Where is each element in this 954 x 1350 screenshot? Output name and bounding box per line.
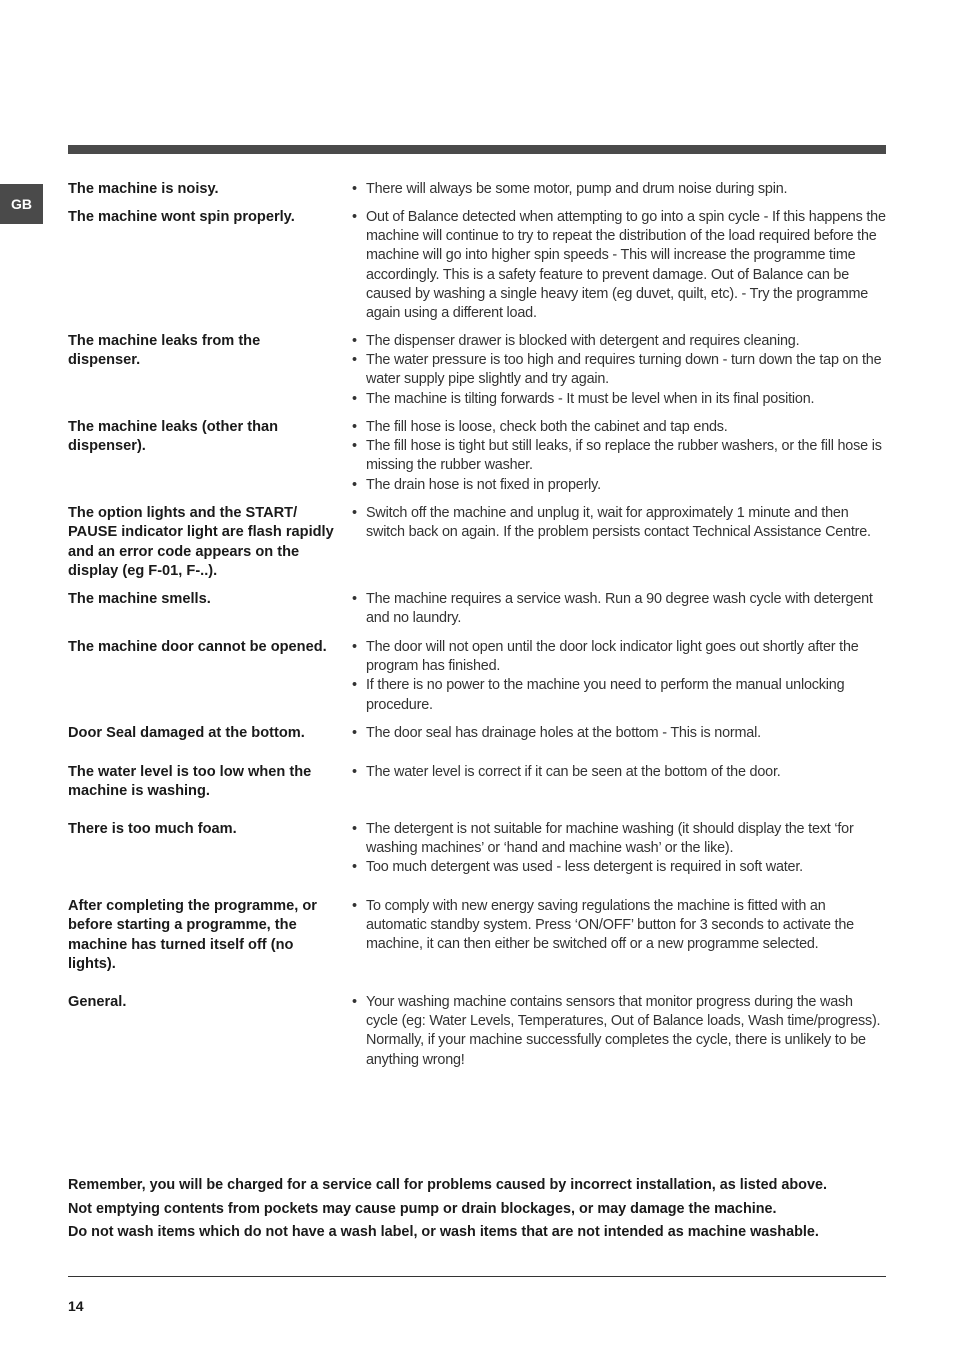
solution-item: • The detergent is not suitable for machine washing (it should display the text ‘for washing machines’ or ‘hand and machine wash’ or the like). — [352, 820, 886, 858]
solution-item: • The machine requires a service wash. Run a 90 degree wash cycle with detergent and no laundry. — [352, 590, 886, 628]
problem-text: The machine wont spin properly. — [68, 209, 295, 225]
solution-item: • There will always be some motor, pump and drum noise during spin. — [352, 180, 886, 199]
solution-item: • Your washing machine contains sensors that monitor progress during the wash cycle (eg: Water Levels, Temperatures, Out of Balance loads, Wash time/progress). Normally, if your machine successfully completes the cycle, there is unlikely to be anything wrong! — [352, 993, 886, 1070]
problem-text: The machine is noisy. — [68, 181, 219, 197]
solution-list — [352, 897, 886, 955]
solution-item: • The door seal has drainage holes at the bottom - This is normal. — [352, 724, 886, 743]
note-service-charge: Remember, you will be charged for a service call for problems caused by incorrect installation, as listed above. — [68, 1177, 827, 1193]
solution-list — [352, 993, 886, 1070]
solution-item: • The drain hose is not fixed in properly. — [352, 476, 886, 495]
solution-list — [352, 418, 886, 495]
solution-item: • The water level is correct if it can be seen at the bottom of the door. — [352, 763, 886, 782]
solution-item: • The door will not open until the door lock indicator light goes out shortly after the program has finished. — [352, 638, 886, 676]
solution-list — [352, 724, 886, 743]
problem-text: General. — [68, 994, 127, 1010]
note-wash-label: Do not wash items which do not have a wash label, or wash items that are not intended as machine washable. — [68, 1224, 819, 1240]
problem-text: There is too much foam. — [68, 821, 237, 837]
problem-text: The machine door cannot be opened. — [68, 639, 327, 655]
solution-item: • To comply with new energy saving regulations the machine is fitted with an automatic standby system. Press ‘ON/OFF’ button for 3 seconds to activate the machine, it can then either be switched off or a new programme selected. — [352, 897, 886, 955]
solution-item: • The dispenser drawer is blocked with detergent and requires cleaning. — [352, 332, 886, 351]
solution-list — [352, 763, 886, 782]
solution-list — [352, 208, 886, 323]
problem-text: The water level is too low when the machine is washing. — [68, 764, 312, 800]
solution-item: • The machine is tilting forwards - It must be level when in its final position. — [352, 390, 886, 409]
page-number: 14 — [68, 1298, 84, 1314]
solution-item: • The water pressure is too high and requires turning down - turn down the tap on the water supply pipe slightly and try again. — [352, 351, 886, 389]
service-notes — [68, 1176, 892, 1247]
problem-text: The option lights and the START/ PAUSE indicator light are flash rapidly and an error code appears on the display (eg F-01, F-..). — [68, 505, 334, 579]
footer-divider — [68, 1276, 886, 1277]
solution-list — [352, 180, 886, 199]
problem-text: The machine leaks from the dispenser. — [68, 333, 261, 369]
solution-list — [352, 590, 886, 628]
solution-item: • The fill hose is loose, check both the cabinet and tap ends. — [352, 418, 886, 437]
problem-text: The machine smells. — [68, 591, 211, 607]
solution-item: • If there is no power to the machine you need to perform the manual unlocking procedure. — [352, 676, 886, 714]
solution-list — [352, 332, 886, 409]
solution-item: • The fill hose is tight but still leaks, if so replace the rubber washers, or the fill hose is missing the rubber washer. — [352, 437, 886, 475]
note-pockets: Not emptying contents from pockets may cause pump or drain blockages, or may damage the machine. — [68, 1200, 777, 1217]
solution-item: • Too much detergent was used - less detergent is required in soft water. — [352, 858, 886, 877]
language-tab: GB — [0, 184, 43, 224]
solution-list — [352, 504, 886, 542]
solution-list — [352, 638, 886, 715]
problem-text: Door Seal damaged at the bottom. — [68, 725, 305, 741]
problem-text: After completing the programme, or before starting a programme, the machine has turned itself off (no lights). — [68, 898, 317, 972]
solution-item: • Switch off the machine and unplug it, wait for approximately 1 minute and then switch back on again. If the problem persists contact Technical Assistance Centre. — [352, 504, 886, 542]
header-divider-bar — [68, 145, 886, 154]
problem-text: The machine leaks (other than dispenser). — [68, 419, 279, 455]
solution-list — [352, 820, 886, 878]
solution-item: • Out of Balance detected when attempting to go into a spin cycle - If this happens the machine will continue to try to repeat the distribution of the load required before the machine will go into higher spin speeds - This will increase the programme time accordingly. This is a safety feature to prevent damage. Out of Balance can be caused by washing a single heavy item (eg duvet, quilt, etc). - Try the programme again using a different load. — [352, 208, 886, 323]
